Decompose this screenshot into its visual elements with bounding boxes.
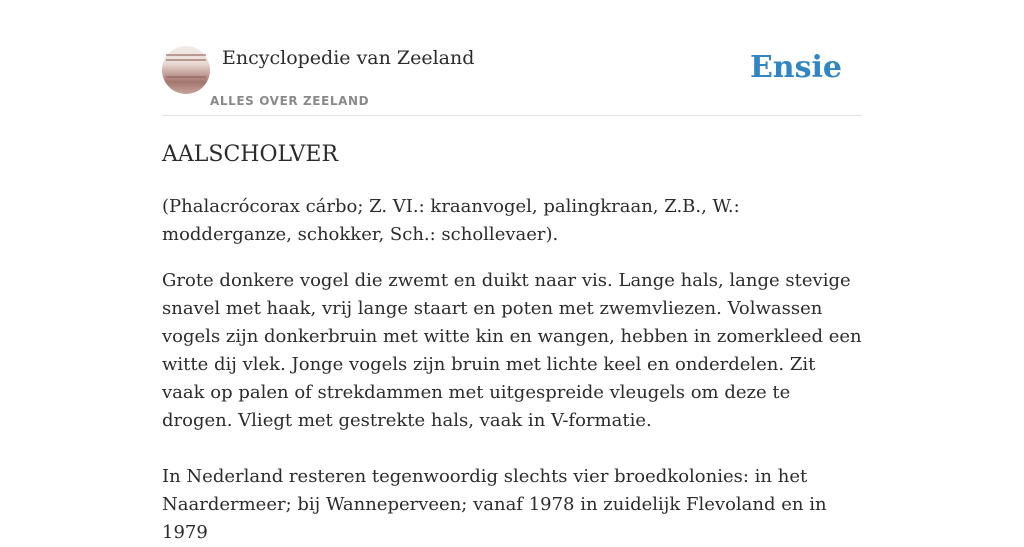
site-avatar[interactable] bbox=[162, 46, 210, 94]
avatar-decoration bbox=[166, 54, 206, 56]
site-title[interactable]: Encyclopedie van Zeeland bbox=[222, 47, 475, 69]
entry-paragraph: (Phalacrócorax cárbo; Z. VI.: kraanvogel, palingkraan, Z.B., W.: modderganze, schokker, Sch.: schollevaer). bbox=[162, 196, 740, 245]
entry-title: AALSCHOLVER bbox=[162, 142, 339, 167]
page bbox=[162, 0, 862, 547]
avatar-decoration bbox=[166, 59, 206, 61]
ensie-logo-link[interactable]: Ensie bbox=[749, 50, 842, 85]
site-subtitle: ALLES OVER ZEELAND bbox=[210, 94, 370, 108]
avatar-decoration bbox=[166, 76, 206, 78]
entry-paragraph: Grote donkere vogel die zwemt en duikt naar vis. Lange hals, lange stevige snavel met haak, vrij lange staart en poten met zwemvliezen. Volwassen vogels zijn donkerbruin met witte kin en wangen, hebben in zomerkleed een witte dij vlek. Jonge vogels zijn bruin met lichte keel en onderdelen. Zit vaak op palen of strekdammen met uitgespreide vleugels om deze te drogen. Vliegt met gestrekte hals, vaak in V-formatie. bbox=[162, 270, 862, 431]
site-header bbox=[162, 46, 862, 116]
entry-paragraph: In Nederland resteren tegenwoordig slechts vier broedkolonies: in het Naardermeer; bij Wanneperveen; vanaf 1978 in zuidelijk Flevoland en in 1979 bbox=[162, 466, 827, 543]
